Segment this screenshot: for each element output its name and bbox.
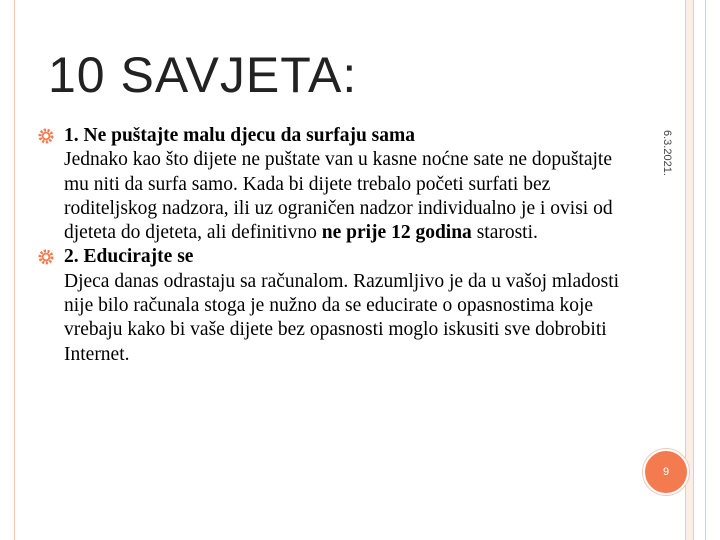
- item-text: Djeca danas odrastaju sa računalom. Razumljivo je da u vašoj mladosti nije bilo računala stoga je nužno da se educirate o opasnostima koje vrebaju kako bi vaše dijete bez opasnosti moglo iskusiti sve dobrobiti Internet.: [64, 270, 620, 365]
- frame-right-inner-line: [693, 0, 694, 540]
- page-number-badge: [643, 449, 689, 495]
- frame-right-band: [686, 0, 693, 540]
- slide-content: [40, 124, 640, 367]
- item-text-part: Jednako kao što dijete ne puštate van u kasne noćne sate ne dopuštajte mu niti da surfa samo. Kada bi dijete trebalo početi surfati bez roditeljskog nadzora, ili uz ograničen nadzor individualno je i ovisi od djeteta do djeteta, ali definitivno: [64, 149, 613, 244]
- slide-date: 6.3.2021.: [661, 130, 673, 176]
- gear-bullet-icon: [38, 128, 54, 144]
- list-item: [40, 245, 640, 366]
- slide-title: 10 SAVJETA:: [48, 47, 358, 103]
- gear-bullet-icon: [38, 249, 54, 265]
- frame-left-line: [14, 0, 15, 540]
- frame-right-edge-line: [705, 0, 706, 540]
- list-item: [40, 124, 640, 245]
- page-number: 9: [662, 466, 670, 478]
- item-text: [64, 148, 640, 245]
- item-text-part: starosti.: [471, 222, 538, 244]
- item-heading: 1. Ne puštajte malu djecu da surfaju sama: [64, 125, 415, 146]
- item-heading: 2. Educirajte se: [64, 246, 194, 268]
- item-text-bold: ne prije 12 godina: [321, 222, 472, 244]
